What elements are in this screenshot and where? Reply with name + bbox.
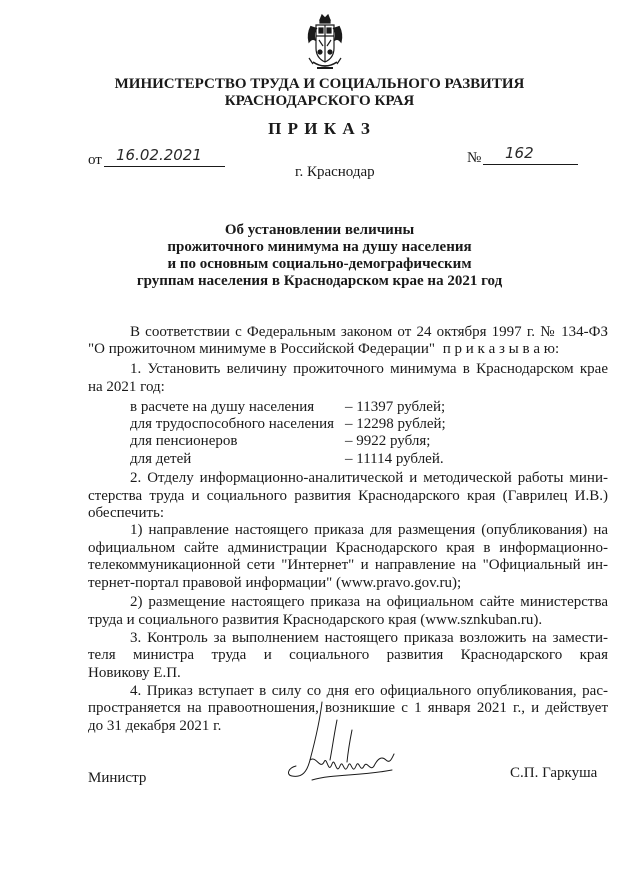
ministry-name-line1: МИНИСТЕРСТВО ТРУДА И СОЦИАЛЬНОГО РАЗВИТИЯ bbox=[114, 76, 525, 92]
title-line3: и по основным социально-демографическим bbox=[167, 256, 472, 272]
ministry-name-line2: КРАСНОДАРСКОГО КРАЯ bbox=[224, 93, 415, 109]
item2-1-line3: телекоммуникационной сети "Интернет" и направление на "Официальный ин- bbox=[88, 557, 608, 573]
document-type: П Р И К А З bbox=[268, 119, 371, 138]
preamble-order-word: п р и к а з ы в а ю: bbox=[442, 341, 560, 357]
rate-row bbox=[130, 416, 334, 433]
preamble-line1: В соответствии с Федеральным законом от 24 октября 1997 г. № 134-ФЗ bbox=[130, 324, 608, 340]
date-prefix: от bbox=[88, 152, 102, 168]
rate-label: для пенсионеров bbox=[130, 433, 238, 449]
item4-line3: до 31 декабря 2021 г. bbox=[88, 718, 222, 734]
item1-line1: 1. Установить величину прожиточного минимума в Краснодарском крае bbox=[130, 361, 608, 377]
item3-line2: теля министра труда и социального развития Краснодарского края bbox=[88, 647, 608, 663]
item3-line1: 3. Контроль за выполнением настоящего приказа возложить на замести- bbox=[130, 630, 608, 646]
item2-line3: обеспечить: bbox=[88, 505, 165, 521]
document-number: 162 bbox=[505, 144, 534, 162]
rate-label: для трудоспособного населения bbox=[130, 416, 335, 432]
rate-row bbox=[130, 451, 191, 468]
rate-row bbox=[130, 399, 314, 416]
item4-line2: пространяется на правоотношения, возникшие с 1 января 2021 г., и действует bbox=[88, 700, 608, 716]
handwritten-signature bbox=[282, 700, 412, 792]
number-prefix: № bbox=[467, 150, 482, 166]
item1-line2: на 2021 год: bbox=[88, 379, 165, 395]
rate-value: – 11397 рублей; bbox=[345, 399, 446, 415]
item2-line1: 2. Отделу информационно-аналитической и методической работы мини- bbox=[130, 470, 608, 486]
document-date: 16.02.2021 bbox=[116, 146, 202, 164]
rate-label: для детей bbox=[130, 451, 192, 467]
title-line2: прожиточного минимума на душу населения bbox=[167, 239, 472, 255]
item2-line2: стерства труда и социального развития Краснодарского края (Гаврилец И.В.) bbox=[88, 488, 608, 504]
rate-row bbox=[130, 433, 237, 450]
rate-value: – 9922 рубля; bbox=[345, 433, 431, 449]
item2-2-line2: труда и социального развития Краснодарского края (www.sznkuban.ru). bbox=[88, 612, 543, 628]
item2-2-line1: 2) размещение настоящего приказа на официальном сайте министерства bbox=[130, 594, 608, 610]
rate-label: в расчете на душу населения bbox=[130, 399, 315, 415]
item3-line3: Новикову Е.П. bbox=[88, 665, 181, 681]
number-underline bbox=[483, 164, 578, 165]
signatory-position: Министр bbox=[88, 770, 147, 786]
item2-1-line4: тернет-портал правовой информации" (www.pravo.gov.ru); bbox=[88, 575, 462, 591]
item2-1-line2: официальном сайте администрации Краснодарского края в информационно- bbox=[88, 540, 608, 556]
item2-1-line1: 1) направление настоящего приказа для размещения (опубликования) на bbox=[130, 522, 608, 538]
title-line4: группам населения в Краснодарском крае на 2021 год bbox=[136, 273, 503, 289]
city: г. Краснодар bbox=[295, 164, 375, 180]
date-underline bbox=[104, 166, 225, 167]
preamble-law-title: "О прожиточном минимуме в Российской Федерации" bbox=[88, 341, 435, 357]
title-line1: Об установлении величины bbox=[224, 222, 415, 238]
signatory-name: С.П. Гаркуша bbox=[510, 765, 598, 781]
rate-value: – 11114 рублей. bbox=[345, 451, 444, 467]
rate-value: – 12298 рублей; bbox=[345, 416, 446, 432]
krasnodar-coat-of-arms-icon bbox=[303, 12, 347, 74]
item4-line1: 4. Приказ вступает в силу со дня его официального опубликования, рас- bbox=[130, 683, 608, 699]
